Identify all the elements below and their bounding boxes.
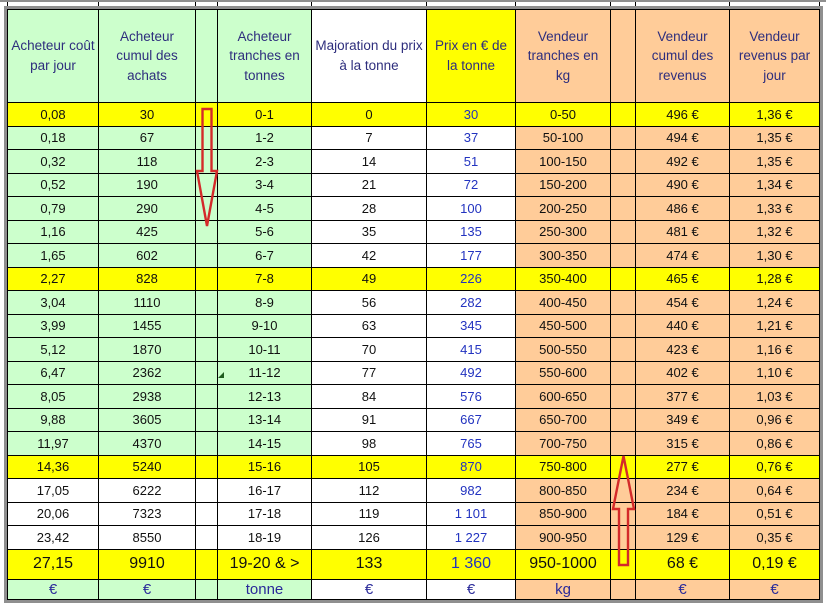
- table-cell[interactable]: 3605: [99, 409, 196, 433]
- table-cell[interactable]: 0,32: [7, 150, 99, 174]
- table-cell[interactable]: 42: [312, 244, 427, 268]
- spacer-cell[interactable]: [196, 150, 218, 174]
- column-header[interactable]: Vendeur tranches en kg: [516, 9, 611, 103]
- table-cell[interactable]: 282: [427, 291, 516, 315]
- table-cell[interactable]: 13-14: [218, 409, 312, 433]
- table-cell[interactable]: 650-700: [516, 409, 611, 433]
- table-cell[interactable]: 982: [427, 479, 516, 503]
- table-cell[interactable]: 0,64 €: [730, 479, 820, 503]
- table-cell[interactable]: 14: [312, 150, 427, 174]
- spacer-cell[interactable]: [611, 432, 636, 456]
- table-cell[interactable]: 35: [312, 221, 427, 245]
- unit-footer-cell[interactable]: €: [99, 580, 196, 600]
- spacer-cell[interactable]: [196, 244, 218, 268]
- table-cell[interactable]: 349 €: [636, 409, 730, 433]
- table-cell[interactable]: 37: [427, 127, 516, 151]
- table-cell[interactable]: 1,35 €: [730, 150, 820, 174]
- spacer-cell[interactable]: [611, 127, 636, 151]
- unit-footer-cell[interactable]: €: [427, 580, 516, 600]
- table-cell[interactable]: 465 €: [636, 268, 730, 292]
- table-cell[interactable]: 0,76 €: [730, 456, 820, 480]
- table-cell[interactable]: 16-17: [218, 479, 312, 503]
- table-cell[interactable]: 14-15: [218, 432, 312, 456]
- column-header[interactable]: Prix en € de la tonne: [427, 9, 516, 103]
- table-cell[interactable]: 492 €: [636, 150, 730, 174]
- table-cell[interactable]: 667: [427, 409, 516, 433]
- table-cell[interactable]: 105: [312, 456, 427, 480]
- table-cell[interactable]: 11-12: [218, 362, 312, 386]
- column-header[interactable]: Acheteur coût par jour: [7, 9, 99, 103]
- table-cell[interactable]: 15-16: [218, 456, 312, 480]
- table-cell[interactable]: 1,33 €: [730, 197, 820, 221]
- spacer-cell[interactable]: [196, 550, 218, 580]
- table-cell[interactable]: 100-150: [516, 150, 611, 174]
- unit-footer-cell[interactable]: tonne: [218, 580, 312, 600]
- spacer-cell[interactable]: [611, 291, 636, 315]
- table-cell[interactable]: 133: [312, 550, 427, 580]
- table-cell[interactable]: 9,88: [7, 409, 99, 433]
- table-cell[interactable]: 126: [312, 526, 427, 550]
- spacer-column-header[interactable]: [196, 9, 218, 103]
- spacer-cell[interactable]: [196, 479, 218, 503]
- table-cell[interactable]: 1-2: [218, 127, 312, 151]
- table-cell[interactable]: 490 €: [636, 174, 730, 198]
- column-header[interactable]: Vendeur cumul des revenus: [636, 9, 730, 103]
- table-cell[interactable]: 5-6: [218, 221, 312, 245]
- table-cell[interactable]: 17,05: [7, 479, 99, 503]
- spacer-cell[interactable]: [611, 174, 636, 198]
- table-cell[interactable]: 0,51 €: [730, 503, 820, 527]
- table-cell[interactable]: 576: [427, 385, 516, 409]
- table-cell[interactable]: 12-13: [218, 385, 312, 409]
- table-cell[interactable]: 84: [312, 385, 427, 409]
- column-header[interactable]: Majoration du prix à la tonne: [312, 9, 427, 103]
- spacer-cell[interactable]: [611, 268, 636, 292]
- table-cell[interactable]: 50-100: [516, 127, 611, 151]
- table-cell[interactable]: 1 101: [427, 503, 516, 527]
- table-cell[interactable]: 8,05: [7, 385, 99, 409]
- spacer-cell[interactable]: [611, 315, 636, 339]
- table-cell[interactable]: 14,36: [7, 456, 99, 480]
- table-cell[interactable]: 19-20 & >: [218, 550, 312, 580]
- table-cell[interactable]: 23,42: [7, 526, 99, 550]
- table-cell[interactable]: 70: [312, 338, 427, 362]
- table-cell[interactable]: 494 €: [636, 127, 730, 151]
- table-cell[interactable]: 3,04: [7, 291, 99, 315]
- table-cell[interactable]: 30: [99, 103, 196, 127]
- unit-footer-cell[interactable]: €: [636, 580, 730, 600]
- table-cell[interactable]: 27,15: [7, 550, 99, 580]
- table-cell[interactable]: 2938: [99, 385, 196, 409]
- table-cell[interactable]: 5240: [99, 456, 196, 480]
- spacer-cell[interactable]: [611, 362, 636, 386]
- table-cell[interactable]: 1,10 €: [730, 362, 820, 386]
- table-cell[interactable]: 0,52: [7, 174, 99, 198]
- table-cell[interactable]: 1,21 €: [730, 315, 820, 339]
- table-cell[interactable]: 800-850: [516, 479, 611, 503]
- table-cell[interactable]: 315 €: [636, 432, 730, 456]
- table-cell[interactable]: 8550: [99, 526, 196, 550]
- table-cell[interactable]: 9910: [99, 550, 196, 580]
- table-cell[interactable]: 3,99: [7, 315, 99, 339]
- table-cell[interactable]: 0,35 €: [730, 526, 820, 550]
- table-cell[interactable]: 56: [312, 291, 427, 315]
- spacer-cell[interactable]: [611, 526, 636, 550]
- table-cell[interactable]: 950-1000: [516, 550, 611, 580]
- table-cell[interactable]: 1 360: [427, 550, 516, 580]
- table-cell[interactable]: 0-1: [218, 103, 312, 127]
- spacer-cell[interactable]: [611, 503, 636, 527]
- spacer-cell[interactable]: [611, 385, 636, 409]
- table-cell[interactable]: 100: [427, 197, 516, 221]
- table-cell[interactable]: 277 €: [636, 456, 730, 480]
- table-cell[interactable]: 5,12: [7, 338, 99, 362]
- table-cell[interactable]: 425: [99, 221, 196, 245]
- table-cell[interactable]: 0: [312, 103, 427, 127]
- spacer-cell[interactable]: [196, 103, 218, 127]
- spacer-cell[interactable]: [196, 197, 218, 221]
- table-cell[interactable]: 118: [99, 150, 196, 174]
- table-cell[interactable]: 1 227: [427, 526, 516, 550]
- table-cell[interactable]: 500-550: [516, 338, 611, 362]
- spacer-cell[interactable]: [611, 479, 636, 503]
- table-cell[interactable]: 49: [312, 268, 427, 292]
- table-cell[interactable]: 72: [427, 174, 516, 198]
- table-cell[interactable]: 7-8: [218, 268, 312, 292]
- table-cell[interactable]: 750-800: [516, 456, 611, 480]
- table-cell[interactable]: 765: [427, 432, 516, 456]
- table-cell[interactable]: 112: [312, 479, 427, 503]
- table-cell[interactable]: 51: [427, 150, 516, 174]
- table-cell[interactable]: 828: [99, 268, 196, 292]
- table-cell[interactable]: 1455: [99, 315, 196, 339]
- spacer-cell[interactable]: [611, 103, 636, 127]
- table-cell[interactable]: 77: [312, 362, 427, 386]
- table-cell[interactable]: 1,32 €: [730, 221, 820, 245]
- table-cell[interactable]: 1,03 €: [730, 385, 820, 409]
- table-cell[interactable]: 98: [312, 432, 427, 456]
- table-cell[interactable]: 0,86 €: [730, 432, 820, 456]
- spacer-cell[interactable]: [196, 221, 218, 245]
- table-cell[interactable]: 486 €: [636, 197, 730, 221]
- table-cell[interactable]: 18-19: [218, 526, 312, 550]
- spacer-cell[interactable]: [196, 362, 218, 386]
- table-cell[interactable]: 700-750: [516, 432, 611, 456]
- spacer-cell[interactable]: [196, 291, 218, 315]
- table-cell[interactable]: 4370: [99, 432, 196, 456]
- spacer-cell[interactable]: [611, 244, 636, 268]
- table-cell[interactable]: 8-9: [218, 291, 312, 315]
- table-cell[interactable]: 290: [99, 197, 196, 221]
- unit-footer-cell[interactable]: €: [312, 580, 427, 600]
- table-cell[interactable]: 440 €: [636, 315, 730, 339]
- table-cell[interactable]: 345: [427, 315, 516, 339]
- table-cell[interactable]: 20,06: [7, 503, 99, 527]
- column-header[interactable]: Vendeur revenus par jour: [730, 9, 820, 103]
- table-cell[interactable]: 177: [427, 244, 516, 268]
- spacer-cell[interactable]: [196, 409, 218, 433]
- spacer-cell[interactable]: [611, 150, 636, 174]
- spacer-footer-cell[interactable]: [196, 580, 218, 600]
- table-grid: [7, 9, 820, 600]
- table-cell[interactable]: 28: [312, 197, 427, 221]
- table-cell[interactable]: 300-350: [516, 244, 611, 268]
- table-cell[interactable]: 17-18: [218, 503, 312, 527]
- spacer-cell[interactable]: [196, 315, 218, 339]
- spacer-cell[interactable]: [611, 409, 636, 433]
- table-cell[interactable]: 250-300: [516, 221, 611, 245]
- table-cell[interactable]: 1,36 €: [730, 103, 820, 127]
- column-header[interactable]: Acheteur cumul des achats: [99, 9, 196, 103]
- table-cell[interactable]: 129 €: [636, 526, 730, 550]
- spacer-cell[interactable]: [611, 338, 636, 362]
- table-cell[interactable]: 67: [99, 127, 196, 151]
- table-cell[interactable]: 481 €: [636, 221, 730, 245]
- table-cell[interactable]: 600-650: [516, 385, 611, 409]
- table-cell[interactable]: 602: [99, 244, 196, 268]
- table-cell[interactable]: 2-3: [218, 150, 312, 174]
- spacer-column-header[interactable]: [611, 9, 636, 103]
- table-cell[interactable]: 63: [312, 315, 427, 339]
- table-cell[interactable]: 1,16 €: [730, 338, 820, 362]
- table-cell[interactable]: 11,97: [7, 432, 99, 456]
- table-cell[interactable]: 68 €: [636, 550, 730, 580]
- table-cell[interactable]: 3-4: [218, 174, 312, 198]
- table-cell[interactable]: 1,65: [7, 244, 99, 268]
- spacer-cell[interactable]: [611, 197, 636, 221]
- table-cell[interactable]: 492: [427, 362, 516, 386]
- spacer-cell[interactable]: [196, 127, 218, 151]
- table-cell[interactable]: 0,19 €: [730, 550, 820, 580]
- table-cell[interactable]: 474 €: [636, 244, 730, 268]
- table-cell[interactable]: 450-500: [516, 315, 611, 339]
- table-cell[interactable]: 1,24 €: [730, 291, 820, 315]
- table-cell[interactable]: 900-950: [516, 526, 611, 550]
- spacer-cell[interactable]: [196, 432, 218, 456]
- table-cell[interactable]: 30: [427, 103, 516, 127]
- spacer-cell[interactable]: [196, 456, 218, 480]
- table-cell[interactable]: 1,34 €: [730, 174, 820, 198]
- table-cell[interactable]: 1,30 €: [730, 244, 820, 268]
- column-header[interactable]: Acheteur tranches en tonnes: [218, 9, 312, 103]
- table-cell[interactable]: 234 €: [636, 479, 730, 503]
- table-cell[interactable]: 377 €: [636, 385, 730, 409]
- table-cell[interactable]: 6-7: [218, 244, 312, 268]
- table-cell[interactable]: 9-10: [218, 315, 312, 339]
- unit-footer-cell[interactable]: €: [7, 580, 99, 600]
- table-cell[interactable]: 91: [312, 409, 427, 433]
- table-cell[interactable]: 0,18: [7, 127, 99, 151]
- table-cell[interactable]: 454 €: [636, 291, 730, 315]
- spacer-cell[interactable]: [196, 526, 218, 550]
- table-cell[interactable]: 402 €: [636, 362, 730, 386]
- table-cell[interactable]: 550-600: [516, 362, 611, 386]
- table-cell[interactable]: 1110: [99, 291, 196, 315]
- table-cell[interactable]: 226: [427, 268, 516, 292]
- table-cell[interactable]: 0,08: [7, 103, 99, 127]
- table-cell[interactable]: 6,47: [7, 362, 99, 386]
- spacer-cell[interactable]: [196, 503, 218, 527]
- table-cell[interactable]: 200-250: [516, 197, 611, 221]
- table-cell[interactable]: 0,79: [7, 197, 99, 221]
- table-cell[interactable]: 2362: [99, 362, 196, 386]
- spacer-cell[interactable]: [611, 221, 636, 245]
- table-cell[interactable]: 6222: [99, 479, 196, 503]
- table-cell[interactable]: 184 €: [636, 503, 730, 527]
- table-cell[interactable]: 135: [427, 221, 516, 245]
- table-cell[interactable]: 350-400: [516, 268, 611, 292]
- table-cell[interactable]: 870: [427, 456, 516, 480]
- table-cell[interactable]: 2,27: [7, 268, 99, 292]
- table-cell[interactable]: 4-5: [218, 197, 312, 221]
- table-cell[interactable]: 119: [312, 503, 427, 527]
- spacer-cell[interactable]: [196, 385, 218, 409]
- spacer-cell[interactable]: [611, 550, 636, 580]
- unit-footer-cell[interactable]: €: [730, 580, 820, 600]
- table-cell[interactable]: 400-450: [516, 291, 611, 315]
- table-cell[interactable]: 850-900: [516, 503, 611, 527]
- partial-row-gridlines: [7, 2, 820, 6]
- table-cell[interactable]: 190: [99, 174, 196, 198]
- table-cell[interactable]: 1,16: [7, 221, 99, 245]
- table-cell[interactable]: 7323: [99, 503, 196, 527]
- table-cell[interactable]: 423 €: [636, 338, 730, 362]
- table-cell[interactable]: 10-11: [218, 338, 312, 362]
- table-cell[interactable]: 150-200: [516, 174, 611, 198]
- table-cell[interactable]: 1870: [99, 338, 196, 362]
- table-cell[interactable]: 496 €: [636, 103, 730, 127]
- spacer-cell[interactable]: [611, 456, 636, 480]
- table-cell[interactable]: 1,28 €: [730, 268, 820, 292]
- table-cell[interactable]: 7: [312, 127, 427, 151]
- table-cell[interactable]: 0,96 €: [730, 409, 820, 433]
- table-cell[interactable]: 21: [312, 174, 427, 198]
- table-cell[interactable]: 0-50: [516, 103, 611, 127]
- spacer-cell[interactable]: [196, 338, 218, 362]
- spacer-cell[interactable]: [196, 268, 218, 292]
- table-cell[interactable]: 1,35 €: [730, 127, 820, 151]
- spacer-cell[interactable]: [196, 174, 218, 198]
- pricing-table: [4, 6, 823, 603]
- table-cell[interactable]: 415: [427, 338, 516, 362]
- spacer-footer-cell[interactable]: [611, 580, 636, 600]
- unit-footer-cell[interactable]: kg: [516, 580, 611, 600]
